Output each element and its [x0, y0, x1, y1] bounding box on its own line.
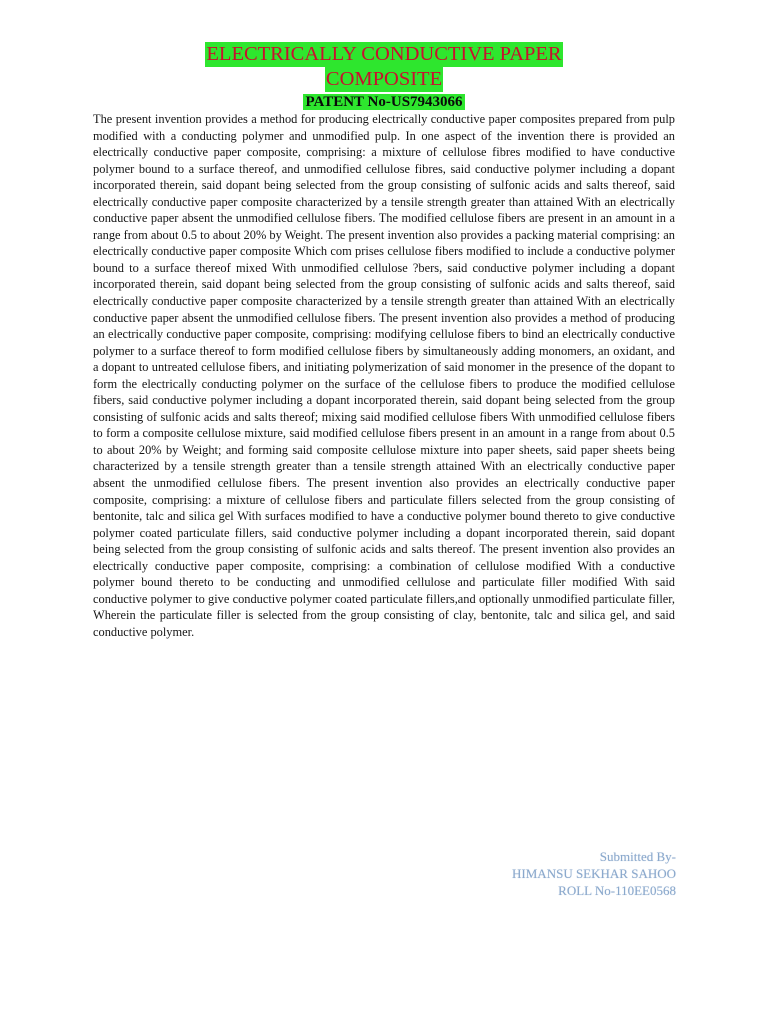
patent-number: [0, 93, 768, 111]
roll-number: ROLL No-110EE0568: [558, 883, 676, 898]
author-name: HIMANSU SEKHAR SAHOO: [512, 866, 676, 881]
patent-number-text: PATENT No-US7943066: [305, 94, 463, 110]
title-line-2: COMPOSITE: [325, 68, 443, 90]
title-line-1: ELECTRICALLY CONDUCTIVE PAPER: [206, 43, 562, 65]
signature-block: [512, 848, 676, 899]
submitted-by-label: Submitted By-: [599, 849, 676, 864]
body-paragraph: The present invention provides a method for producing electrically conductive paper composites prepared from pulp modified with a conducting polymer and unmodified pulp. In one aspect of the invention there is provided an electrically conductive paper composite, comprising: a mixture of cellulose fibres modified to have conductive polymer bound to a surface thereof, and unmodified cellulose fibres, said conductive polymer including a dopant incorporated therein, said dopant being selected from the group consisting of sulfonic acids and salts thereof, said electrically conductive paper composite characterized by a tensile strength greater than attained With an electrically conductive paper absent the unmodified cellulose fibers. The modified cellulose fibers are present in an amount in a range from about 0.5 to about 20% by Weight. The present invention also provides a packing material comprising: an electrically conductive paper composite Which com prises cellulose fibers modified to include a conductive polymer bound to a surface thereof mixed With unmodified cellulose ?bers, said conductive polymer including a dopant incorporated therein, said dopant being selected from the group consisting of sulfonic acids and salts thereof, said electrically conductive paper composite characterized by a tensile strength greater than attained With an electrically conductive paper absent the unmodified cellulose fibers. The present invention also provides a method of producing an electrically conductive paper composite, comprising: modifying cellulose fibers to bind an electrically conductive polymer to a surface thereof to form modified cellulose fibers by simultaneously adding monomers, an oxidant, and a dopant to untreated cellulose fibers, and initiating polymerization of said monomer in the presence of the dopant to form the electrically conducting polymer on the surface of the cellulose fibers to produce the modified cellulose fibers, said conductive polymer including a dopant incorporated therein, said dopant being selected from the group consisting of sulfonic acids and salts thereof; mixing said modified cellulose fibers With unmodified cellulose fibers to form a composite cellulose mixture, said modified cellulose fibers present in an amount in a range from about 0.5 to about 20% by Weight; and forming said composite cellulose mixture into paper sheets, said paper sheets being characterized by a tensile strength greater than a tensile strength attained With an electrically conductive paper absent the unmodified cellulose fibers. The present invention also provides an electrically conductive paper composite, comprising: a mixture of cellulose fibers and particulate fillers selected from the group consisting of bentonite, talc and silica gel With surfaces modified to have a conductive polymer bound thereto to give conductive polymer coated particulate fillers, said conductive polymer including a dopant incorporated therein, said dopant being selected from the group consisting of sulfonic acids and salts thereof. The present invention also provides an electrically conductive paper composite, comprising: a combination of cellulose modified With a conductive polymer bound thereto to be conducting and unmodified cellulose and particulate filler modified With said conductive polymer to give conductive polymer coated particulate fillers,and optionally unmodified particulate filler, Wherein the particulate filler is selected from the group consisting of clay, bentonite, talc and silica gel, and said conductive polymer.: [93, 112, 675, 639]
document-title: [0, 42, 768, 92]
